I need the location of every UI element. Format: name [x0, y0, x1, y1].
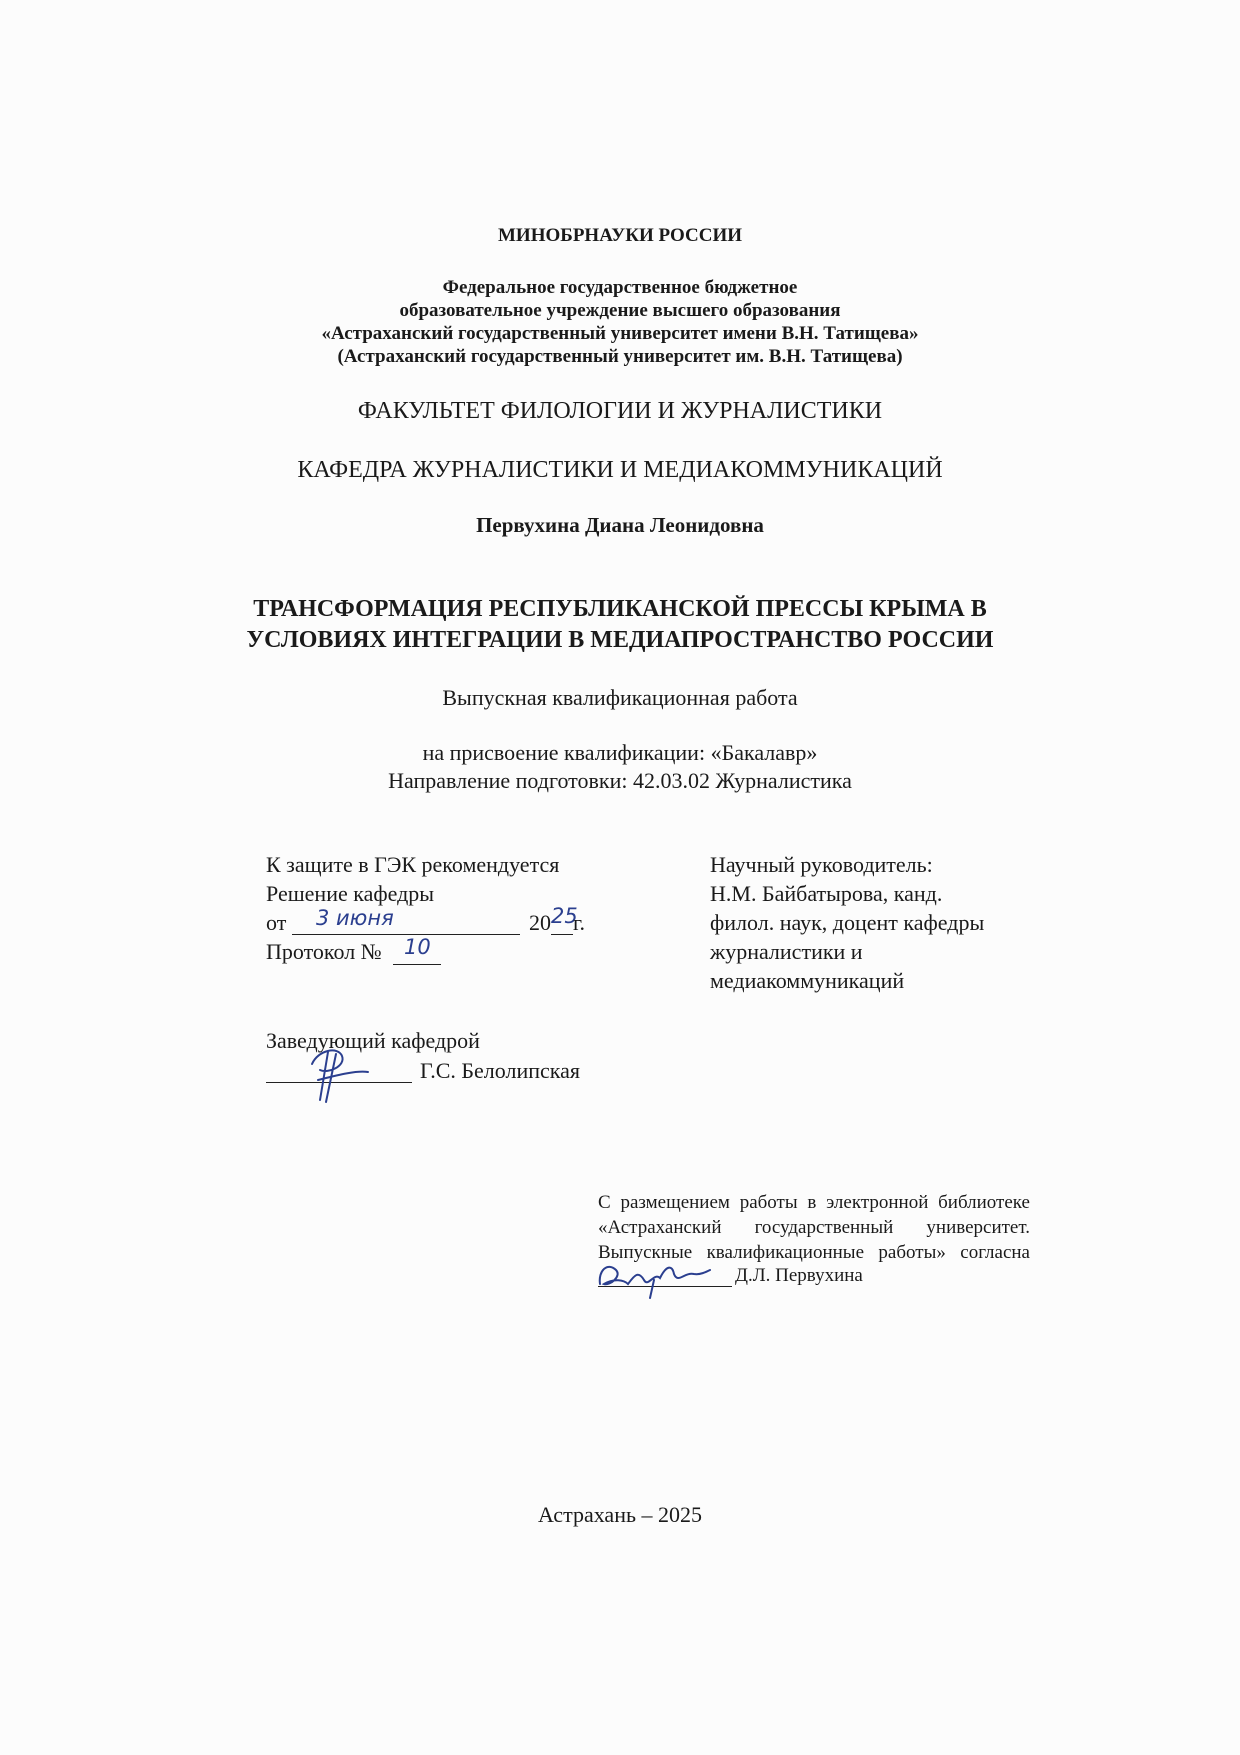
supervisor-line: Научный руководитель: — [710, 852, 933, 877]
head-signature — [298, 1040, 378, 1106]
library-consent-line: С размещением работы в электронной библиотеке — [598, 1192, 1030, 1213]
supervisor-line: Н.М. Байбатырова, канд. — [710, 881, 943, 906]
year-suffix: г. — [573, 910, 586, 935]
author-name: Первухина Диана Леонидовна — [476, 513, 764, 537]
decision-date-label: от — [266, 910, 287, 935]
work-type: Выпускная квалификационная работа — [442, 685, 798, 710]
org-line: «Астраханский государственный университет имени В.Н. Татищева» — [321, 323, 919, 344]
ministry-name: МИНОБРНАУКИ РОССИИ — [497, 225, 743, 246]
title-line: ТРАНСФОРМАЦИЯ РЕСПУБЛИКАНСКОЙ ПРЕССЫ КРЫМА В — [253, 596, 987, 622]
supervisor-line: филол. наук, доцент кафедры — [710, 910, 985, 935]
org-line: (Астраханский государственный университет им. В.Н. Татищева) — [337, 346, 903, 367]
year-underline — [551, 934, 573, 935]
thesis-title — [0, 594, 1240, 656]
protocol-label: Протокол № — [266, 939, 382, 964]
title-line: УСЛОВИЯХ ИНТЕГРАЦИИ В МЕДИАПРОСТРАНСТВО РОССИИ — [246, 627, 994, 653]
department-decision: Решение кафедры — [266, 881, 435, 906]
handwritten-protocol-number: 10 — [404, 935, 431, 959]
defense-recommended: К защите в ГЭК рекомендуется — [266, 852, 560, 877]
supervisor-line: медиакоммуникаций — [710, 968, 905, 993]
handwritten-date: 3 июня — [316, 906, 394, 930]
direction: Направление подготовки: 42.03.02 Журналистика — [388, 768, 852, 793]
handwritten-year: 25 — [551, 904, 578, 928]
qualification: на присвоение квалификации: «Бакалавр» — [422, 740, 818, 765]
org-line: Федеральное государственное бюджетное — [442, 277, 798, 298]
library-consent-line: «Астраханский государственный университет. — [598, 1217, 1030, 1238]
department-name: КАФЕДРА ЖУРНАЛИСТИКИ И МЕДИАКОММУНИКАЦИЙ — [297, 457, 943, 483]
org-line: образовательное учреждение высшего образования — [399, 300, 841, 321]
qualification-block — [0, 739, 1240, 795]
student-signature — [594, 1250, 714, 1300]
organization-name — [0, 276, 1240, 368]
city-and-year: Астрахань – 2025 — [537, 1502, 703, 1527]
head-of-department-label: Заведующий кафедрой — [266, 1028, 480, 1053]
supervisor-line: журналистики и — [710, 939, 863, 964]
year-prefix: 20 — [529, 910, 551, 935]
student-name: Д.Л. Первухина — [735, 1265, 863, 1286]
protocol-underline — [393, 964, 441, 965]
faculty-name: ФАКУЛЬТЕТ ФИЛОЛОГИИ И ЖУРНАЛИСТИКИ — [357, 398, 883, 424]
head-name: Г.С. Белолипская — [420, 1058, 581, 1083]
library-consent-line: Выпускные квалификационные работы» согласна — [598, 1242, 1030, 1263]
